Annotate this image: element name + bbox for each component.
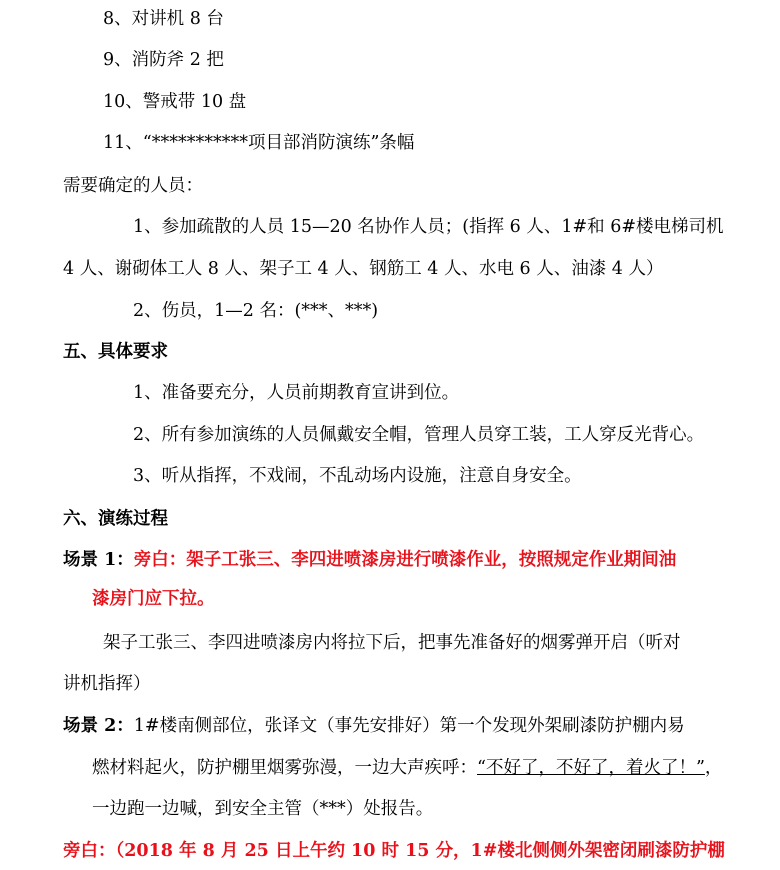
equipment-item-8: 8、对讲机 8 台	[103, 9, 224, 29]
scene-2-line-3: 一边跑一边喊，到安全主管（***）处报告。	[92, 799, 434, 819]
section-5-heading: 五、具体要求	[63, 342, 168, 362]
scene-1-line-1	[63, 548, 676, 572]
scene-1-label: 场景 1：	[63, 550, 134, 570]
equipment-item-10: 10、警戒带 10 盘	[103, 92, 247, 112]
equipment-item-11: 11、“***********项目部消防演练”条幅	[103, 133, 415, 153]
scene-2-comma: ，	[704, 758, 723, 778]
personnel-item-1-line-2: 4 人、谢砌体工人 8 人、架子工 4 人、钢筋工 4 人、水电 6 人、油漆 4 人）	[63, 259, 664, 279]
scene-2-line-2	[92, 756, 722, 780]
scene-2-text-2: 燃材料起火，防护棚里烟雾弥漫，一边大声疾呼：	[92, 758, 477, 778]
requirement-item-2: 2、所有参加演练的人员佩戴安全帽，管理人员穿工装，工人穿反光背心。	[133, 425, 705, 445]
scene-2-quote: “不好了，不好了，着火了！”	[477, 758, 705, 778]
requirement-item-1: 1、准备要充分，人员前期教育宣讲到位。	[133, 383, 460, 403]
scene-1-body-line-2: 讲机指挥）	[63, 674, 151, 694]
equipment-item-9: 9、消防斧 2 把	[103, 50, 224, 70]
requirement-item-3: 3、听从指挥，不戏闹，不乱动场内设施，注意自身安全。	[133, 466, 582, 486]
final-narration: 旁白：（2018 年 8 月 25 日上午约 10 时 15 分，1#楼北侧侧外架密闭刷漆防护棚	[63, 841, 725, 861]
scene-2-line-1	[63, 714, 685, 738]
scene-1-narration: 旁白：架子工张三、李四进喷漆房进行喷漆作业，按照规定作业期间油	[133, 550, 677, 570]
scene-2-label: 场景 2：	[63, 716, 134, 736]
personnel-heading: 需要确定的人员：	[63, 176, 203, 196]
personnel-item-1-line-1: 1、参加疏散的人员 15—20 名协作人员；(指挥 6 人、1#和 6#楼电梯司机	[133, 217, 724, 237]
scene-2-text-1: 1#楼南侧部位，张译文（事先安排好）第一个发现外架刷漆防护棚内易	[133, 716, 685, 736]
scene-1-narration-line-2: 漆房门应下拉。	[92, 589, 215, 609]
section-6-heading: 六、演练过程	[63, 509, 168, 529]
scene-1-body-line-1: 架子工张三、李四进喷漆房内将拉下后，把事先准备好的烟雾弹开启（听对	[103, 633, 681, 653]
personnel-item-2: 2、伤员，1—2 名：(***、***)	[133, 301, 379, 321]
